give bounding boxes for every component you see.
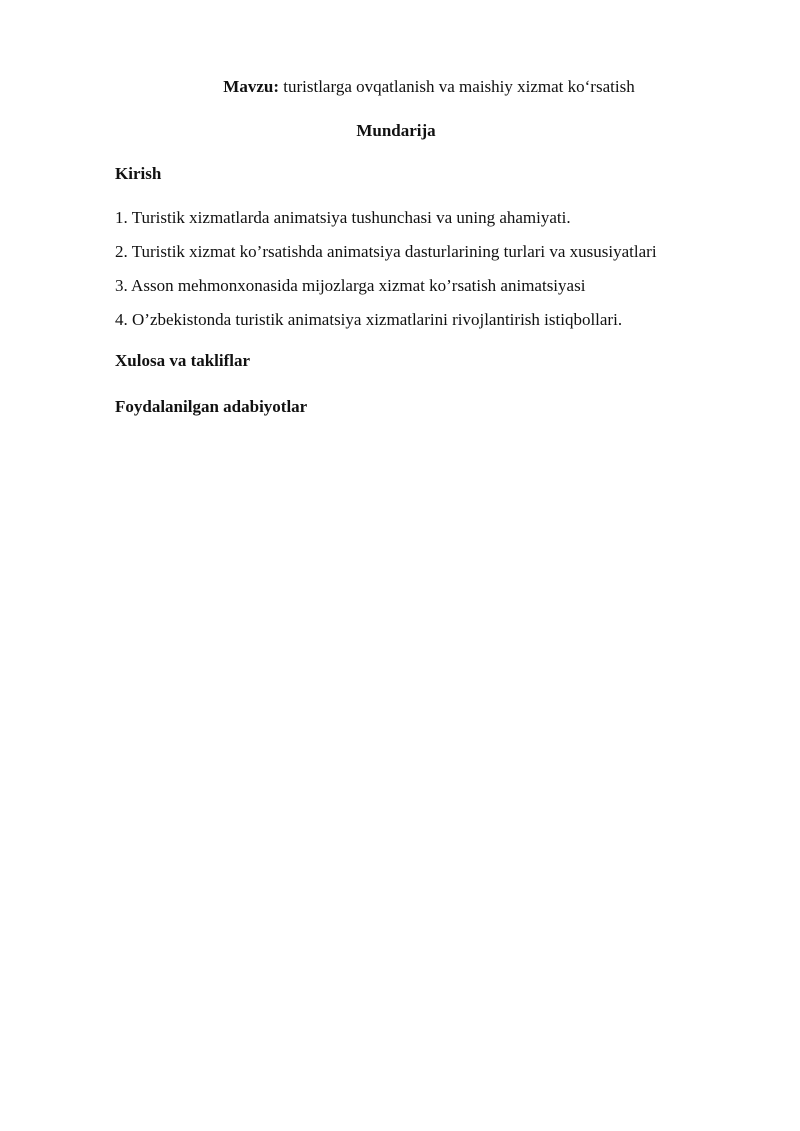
topic-text: turistlarga ovqatlanish va maishiy xizmat ko‘rsatish: [279, 77, 635, 96]
topic-line: [0, 76, 800, 98]
topic-label: Mavzu:: [223, 77, 280, 96]
toc-item-4: 4. O’zbekistonda turistik animatsiya xizmatlarini rivojlantirish istiqbollari.: [115, 310, 623, 329]
toc-item-3: 3. Asson mehmonxonasida mijozlarga xizmat ko’rsatish animatsiyasi: [115, 276, 586, 295]
toc-references: Foydalanilgan adabiyotlar: [115, 397, 308, 416]
toc-item-2: 2. Turistik xizmat ko’rsatishda animatsiya dasturlarining turlari va xususiyatlari: [115, 242, 657, 261]
toc-intro: Kirish: [115, 164, 162, 183]
toc-item-1: 1. Turistik xizmatlarda animatsiya tushunchasi va uning ahamiyati.: [115, 208, 571, 227]
toc-conclusion: Xulosa va takliflar: [115, 351, 251, 370]
toc-title: Mundarija: [356, 121, 436, 140]
